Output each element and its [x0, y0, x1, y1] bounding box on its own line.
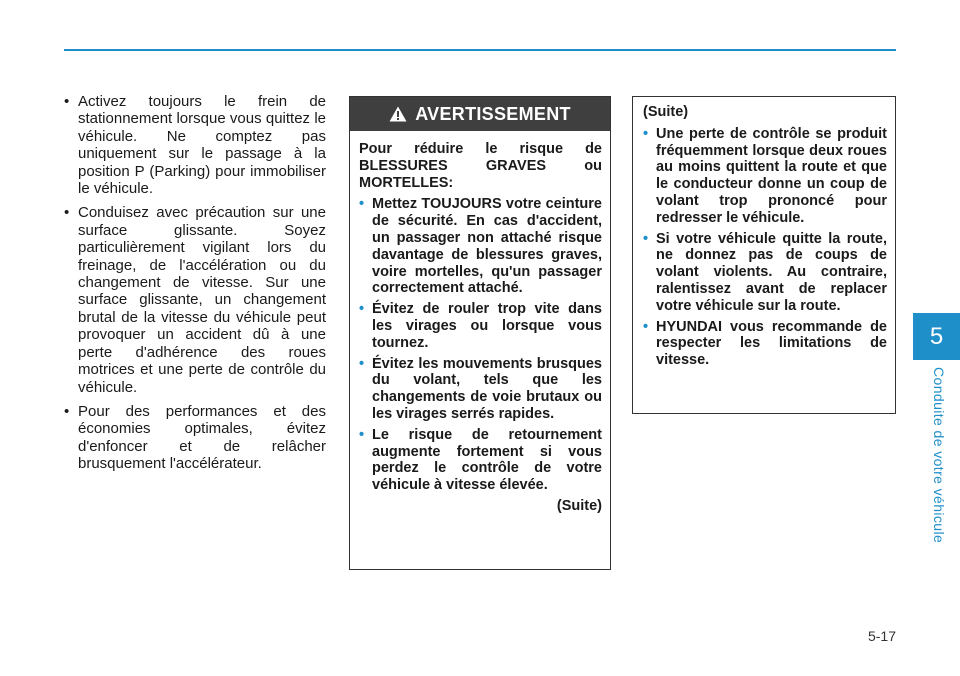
list-item	[359, 196, 602, 297]
list-item-text: Mettez TOUJOURS votre ceinture de sécurité. En cas d'accident, un passager non attaché risque davantage de blessures graves, voire mortelles, qu'un passager correctement attaché.	[372, 196, 602, 297]
list-item-text: Évitez de rouler trop vite dans les virages ou lorsque vous tournez.	[372, 301, 602, 351]
warning-list	[359, 196, 602, 494]
list-item	[359, 356, 602, 423]
bullet-icon: •	[643, 125, 649, 142]
list-item	[359, 427, 602, 494]
list-item	[643, 231, 887, 315]
warning-box	[349, 96, 611, 570]
list-item-text: Conduisez avec précaution sur une surface glissante. Soyez particulièrement vigilant lors du freinage, de l'accélération ou du changement de vitesse. Sur une surface glissante, un changement brutal de la vitesse du véhicule peut provoquer un accident dû à une perte d'adhérence des roues motrices et une perte de contrôle du véhicule.	[78, 204, 326, 396]
bullet-icon: •	[359, 355, 365, 372]
continued-note: (Suite)	[556, 497, 602, 514]
continuation-list	[643, 126, 887, 369]
bullet-icon: •	[643, 230, 649, 247]
list-item	[359, 301, 602, 351]
warning-title: AVERTISSEMENT	[415, 103, 571, 124]
list-item-text: Activez toujours le frein de stationnement lorsque vous quittez le véhicule. Ne comptez pas uniquement sur le passage à la position P (Parking) pour immobiliser le véhicule.	[78, 93, 326, 198]
bullet-icon: •	[64, 204, 70, 222]
chapter-title: Conduite de votre véhicule	[931, 367, 947, 544]
list-item	[64, 93, 326, 197]
bullet-icon: •	[64, 402, 70, 420]
list-item-text: Le risque de retournement augmente fortement si vous perdez le contrôle de votre véhicule à vitesse élevée.	[372, 426, 602, 494]
continuation-box	[632, 96, 896, 414]
left-bullet-list	[64, 93, 326, 473]
bullet-icon: •	[64, 93, 70, 110]
header-rule	[64, 49, 896, 51]
continuation-lead: (Suite)	[643, 104, 689, 120]
warning-body	[350, 131, 610, 515]
bullet-icon: •	[359, 301, 365, 318]
chapter-tab	[913, 313, 960, 360]
page-number: 5-17	[867, 628, 896, 644]
warning-header	[350, 97, 610, 131]
bullet-icon: •	[359, 196, 365, 213]
list-item	[643, 319, 887, 369]
bullet-icon: •	[359, 426, 365, 443]
list-item-text: Si votre véhicule quitte la route, ne donnez pas de coups de volant violents. Au contraire, ralentissez avant de replacer votre véhicule sur la route.	[656, 230, 887, 314]
list-item-text: Une perte de contrôle se produit fréquemment lorsque deux roues au moins quittent la route et que le conducteur donne un coup de volant trop prononcé pour redresser le véhicule.	[656, 125, 887, 226]
warning-triangle-icon	[389, 106, 407, 122]
warning-lead: Pour réduire le risque de BLESSURES GRAVES ou MORTELLES:	[359, 141, 602, 191]
list-item-text: Évitez les mouvements brusques du volant, tels que les changements de voie brutaux ou les virages serrés rapides.	[372, 355, 602, 422]
left-column	[64, 93, 326, 480]
chapter-number: 5	[929, 323, 944, 350]
list-item	[64, 204, 326, 395]
list-item	[64, 403, 326, 473]
list-item-text: Pour des performances et des économies optimales, évitez d'enfoncer et de relâcher brusquement l'accélérateur.	[78, 402, 326, 473]
continuation-body	[633, 97, 895, 369]
bullet-icon: •	[643, 318, 649, 335]
list-item	[643, 126, 887, 227]
list-item-text: HYUNDAI vous recommande de respecter les limitations de vitesse.	[656, 318, 887, 369]
